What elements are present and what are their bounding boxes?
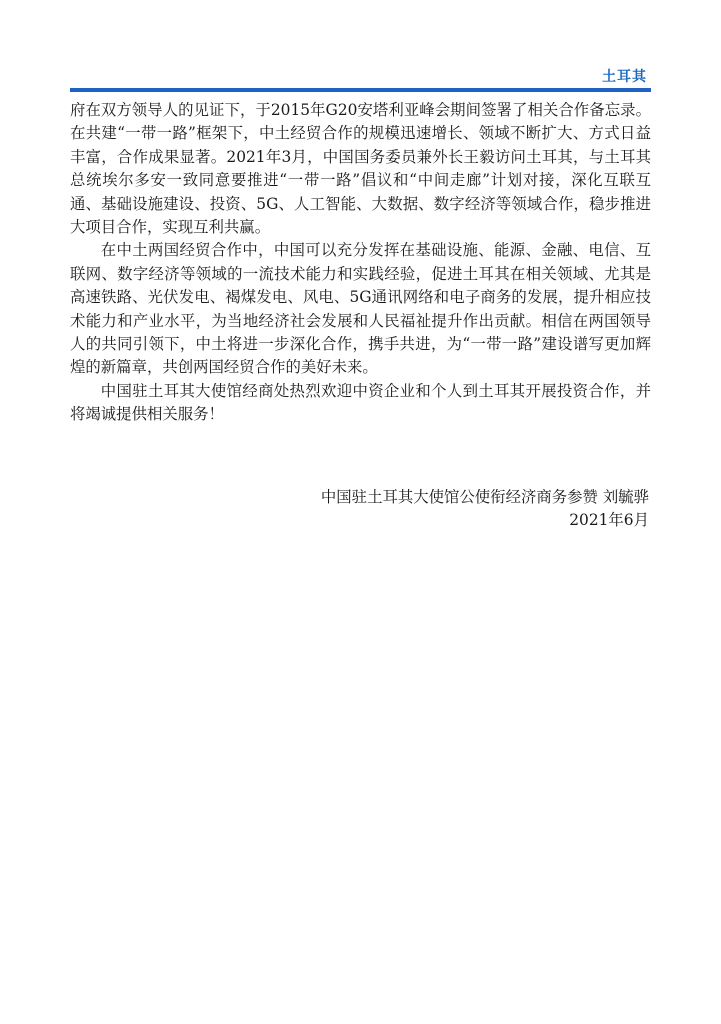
signature-block [321,486,649,533]
paragraph: 中国驻土耳其大使馆经商处热烈欢迎中资企业和个人到土耳其开展投资合作，并将竭诚提供相关服务！ [70,381,651,424]
paragraph: 在中土两国经贸合作中，中国可以充分发挥在基础设施、能源、金融、电信、互联网、数字经济等领域的一流技术能力和实践经验，促进土耳其在相关领域、尤其是高速铁路、光伏发电、褐煤发电、风电、5G通讯网络和电子商务的发展，提升相应技术能力和产业水平，为当地经济社会发展和人民福祉提升作出贡献。相信在两国领导人的共同引领下，中土将进一步深化合作，携手共进，为“一带一路”建设谱写更加辉煌的新篇章，共创两国经贸合作的美好未来。 [70,241,651,377]
signature-author: 中国驻土耳其大使馆公使衔经济商务参赞 刘毓骅 [320,488,649,506]
signature-date: 2021年6月 [569,511,649,530]
header-rule [70,88,651,92]
header-title: 土耳其 [602,69,647,85]
page-header [70,58,651,90]
body-text [70,99,651,427]
paragraph-continued: 府在双方领导人的见证下，于2015年G20安塔利亚峰会期间签署了相关合作备忘录。在共建“一带一路”框架下，中土经贸合作的规模迅速增长、领域不断扩大、方式日益丰富，合作成果显著。2021年3月，中国国务委员兼外长王毅访问土耳其，与土耳其总统埃尔多安一致同意要推进“一带一路”倡议和“中间走廊”计划对接，深化互联互通、基础设施建设、投资、5G、人工智能、大数据、数字经济等领域合作，稳步推进大项目合作，实现互利共赢。 [70,101,651,237]
